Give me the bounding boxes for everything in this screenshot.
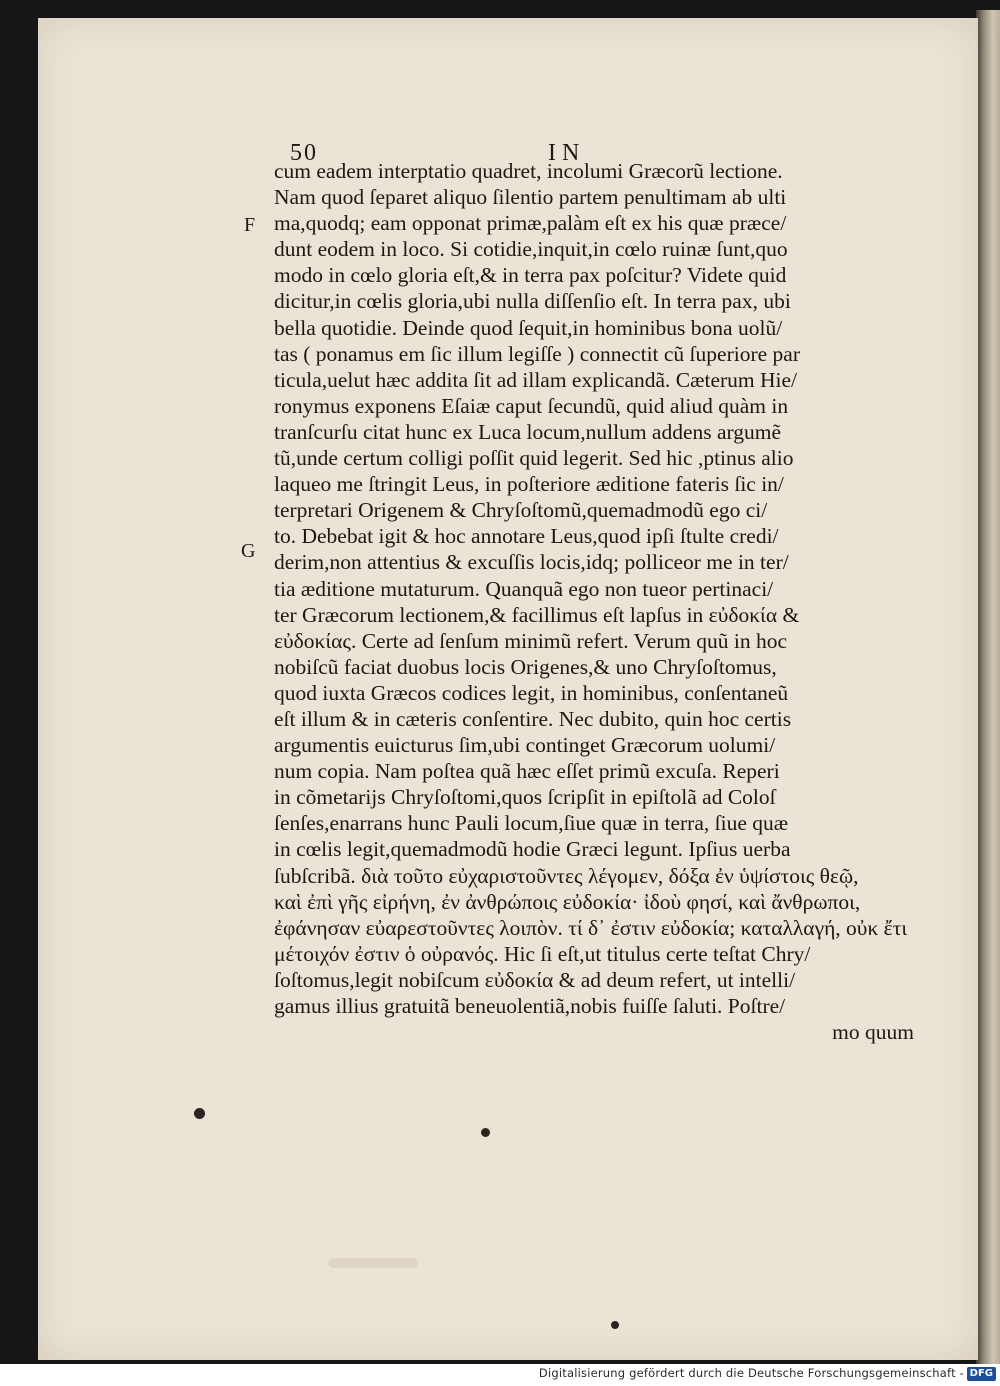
- text-line: dicitur,in cœlis gloria,ubi nulla diſſenſio eſt. In terra pax, ubi: [274, 289, 791, 314]
- body-text: [274, 158, 914, 1045]
- page-edge: [976, 10, 1000, 1366]
- text-line: eſt illum & in cæteris conſentire. Nec dubito, quin hoc certis: [274, 706, 792, 731]
- text-line: ἐφάνησαν εὐαρεστοῦντες λοιπὸν. τί δ᾽ ἐστιν εὐδοκία; καταλλαγή, οὐκ ἔτι: [274, 915, 908, 940]
- marginal-letter-f: F: [244, 214, 256, 236]
- text-line: modo in cœlo gloria eſt,& in terra pax poſcitur? Videte quid: [274, 263, 787, 288]
- text-line: nobiſcũ faciat duobus locis Origenes,& uno Chryſoſtomus,: [274, 654, 777, 679]
- page-number: 50: [290, 140, 318, 166]
- text-line: καὶ ἐπὶ γῆς εἰρήνη, ἐν ἀνθρώποις εὐδοκία· ἰδοὺ φησί, καὶ ἄνθρωποι,: [274, 889, 861, 914]
- ink-spot: [481, 1128, 490, 1137]
- text-line: ſenſes,enarrans hunc Pauli locum,ſiue quæ in terra, ſiue quæ: [274, 811, 789, 836]
- text-line: Nam quod ſeparet aliquo ſilentio partem penultimam ab ulti: [274, 185, 787, 210]
- text-line: ter Græcorum lectionem,& facillimus eſt lapſus in εὐδοκία &: [274, 602, 800, 627]
- text-line: gamus illius gratuitã beneuolentiã,nobis fuiſſe ſaluti. Poſtre/: [274, 994, 786, 1018]
- ink-spot: [194, 1108, 205, 1119]
- text-line: in cõmetarijs Chryſoſtomi,quos ſcripſit in epiſtolã ad Coloſ: [274, 785, 776, 810]
- text-line: derim,non attentius & excuſſis locis,idq; polliceor me in ter/: [274, 550, 789, 575]
- footer-bar: [0, 1364, 1000, 1386]
- funding-credit: Digitalisierung gefördert durch die Deutsche Forschungsgemeinschaft -: [538, 1366, 964, 1380]
- text-line: dunt eodem in loco. Si cotidie,inquit,in cœlo ruinæ ſunt,quo: [274, 237, 788, 262]
- text-line: quod iuxta Græcos codices legit, in hominibus, conſentaneũ: [274, 680, 789, 705]
- text-line: terpretari Origenem & Chryſoſtomũ,quemadmodũ ego ci/: [274, 498, 768, 523]
- book-page: [38, 18, 978, 1360]
- running-headline: IN: [548, 140, 586, 166]
- text-line: μέτοιχόν ἐστιν ὁ οὐρανός. Hic ſi eſt,ut titulus certe teſtat Chry/: [274, 941, 811, 966]
- text-line: bella quotidie. Deinde quod ſequit,in hominibus bona uolũ/: [274, 315, 783, 340]
- text-line: tas ( ponamus em ſic illum legiſſe ) connectit cũ ſuperiore par: [274, 341, 800, 366]
- text-line: tia æditione mutaturum. Quanquã ego non tueor pertinaci/: [274, 576, 774, 601]
- ink-spot: [611, 1321, 619, 1329]
- text-line: ma,quodq; eam opponat primæ,palàm eſt ex his quæ præce/: [274, 211, 787, 236]
- text-line: argumentis euicturus ſim,ubi continget Græcorum uolumi/: [274, 733, 776, 758]
- text-line: to. Debebat igit & hoc annotare Leus,quod ipſi ſtulte credi/: [274, 524, 779, 549]
- dfg-logo: DFG: [967, 1367, 996, 1381]
- text-line: laqueo me ſtringit Leus, in poſteriore æditione fateris ſic in/: [274, 472, 784, 497]
- text-line: εὐδοκίας. Certe ad ſenſum minimũ refert. Verum quũ in hoc: [274, 628, 788, 653]
- text-line: num copia. Nam poſtea quã hæc eſſet primũ excuſa. Reperi: [274, 759, 780, 784]
- marginal-letter-g: G: [241, 540, 256, 562]
- paper-stain: [328, 1258, 418, 1268]
- text-line: ſubſcribã. διὰ τοῦτο εὐχαριστοῦντες λέγομεν, δόξα ἐν ὑψίστοις θεῷ,: [274, 863, 859, 888]
- text-line: in cœlis legit,quemadmodũ hodie Græci legunt. Ipſius uerba: [274, 837, 791, 862]
- text-line: cum eadem interptatio quadret, incolumi Græcorũ lectione.: [274, 159, 783, 183]
- text-line: tũ,unde certum colligi poſſit quid legerit. Sed hic ,ptinus alio: [274, 446, 794, 471]
- text-line: ſoſtomus,legit nobiſcum εὐδοκία & ad deum refert, ut intelli/: [274, 967, 796, 992]
- text-line: ticula,uelut hæc addita ſit ad illam explicandã. Cæterum Hie/: [274, 367, 798, 392]
- text-line: ronymus exponens Eſaiæ caput ſecundũ, quid aliud quàm in: [274, 393, 789, 418]
- text-line: tranſcurſu citat hunc ex Luca locum,nullum addens argumẽ: [274, 419, 782, 444]
- catchword: mo quum: [832, 1020, 914, 1045]
